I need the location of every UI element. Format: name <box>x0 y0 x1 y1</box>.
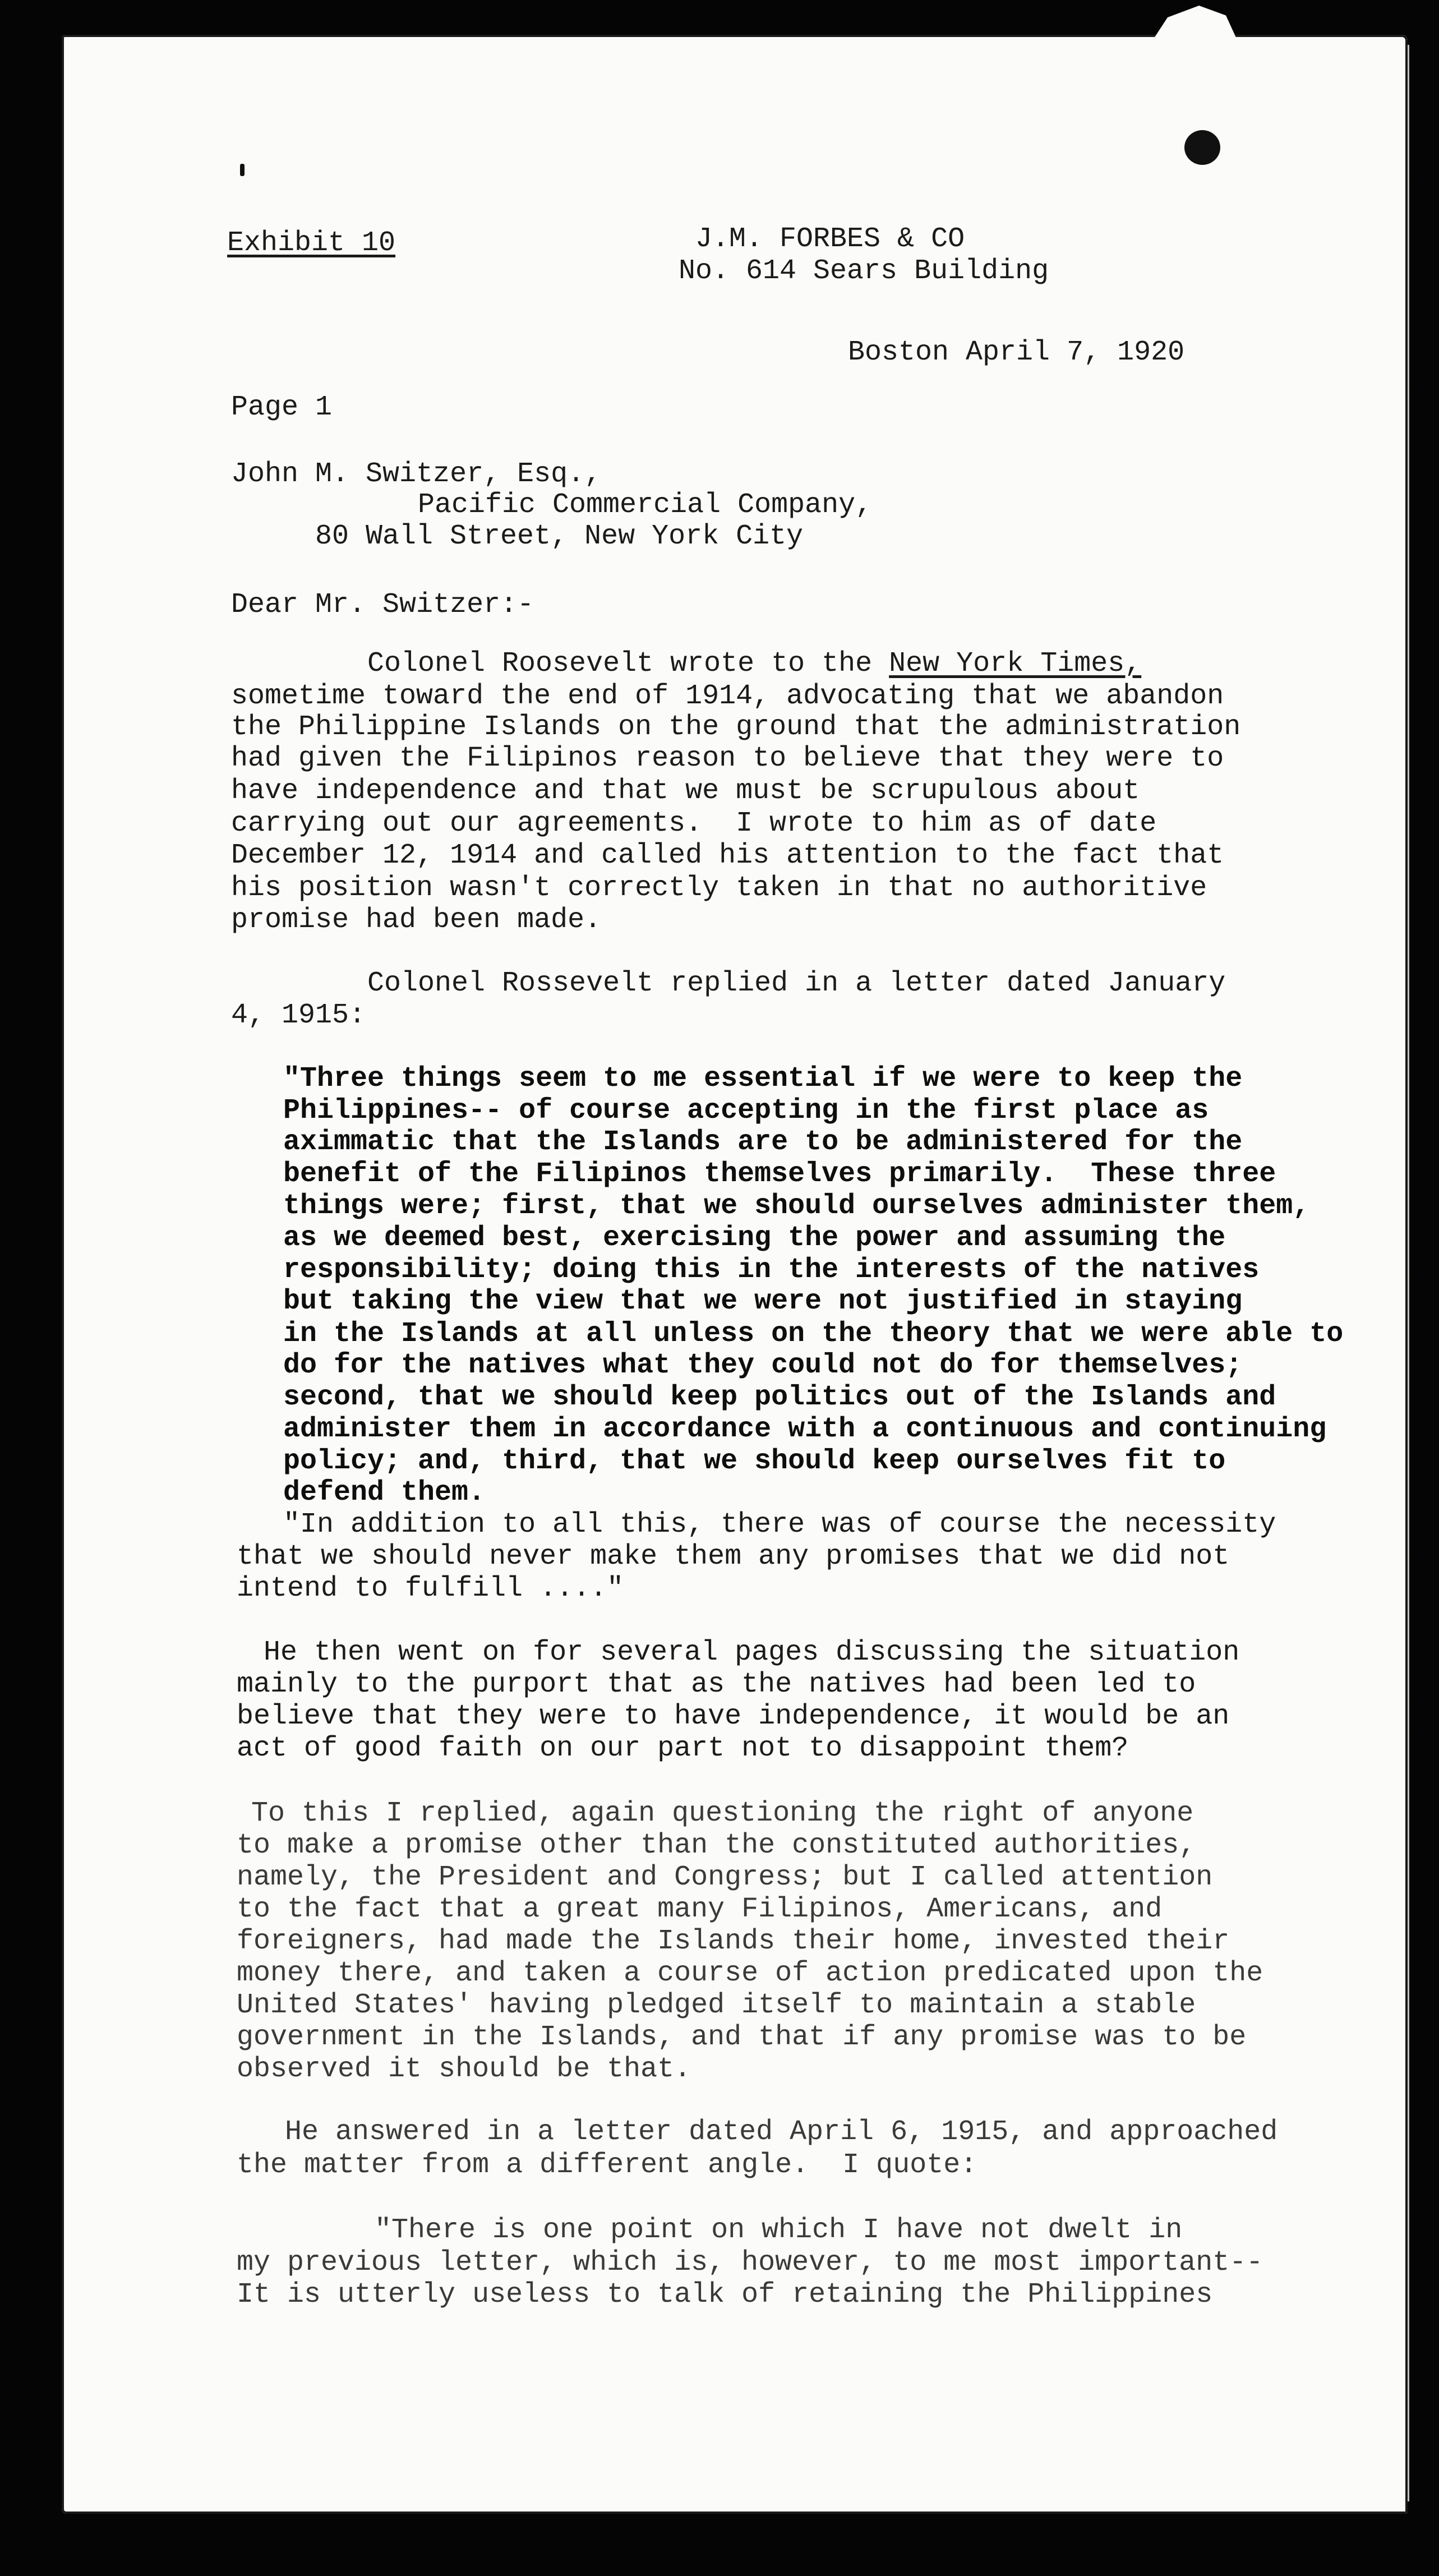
paragraph-line: sometime toward the end of 1914, advocating that we abandon <box>231 680 1224 712</box>
paragraph-line: He answered in a letter dated April 6, 1915, and approached <box>285 2116 1278 2148</box>
paragraph-line: foreigners, had made the Islands their home, invested their <box>237 1925 1230 1957</box>
quote-line: "Three things seem to me essential if we were to keep the <box>283 1063 1243 1095</box>
quote-line: do for the natives what they could not do for themselves; <box>283 1349 1243 1381</box>
paragraph-line: namely, the President and Congress; but I called attention <box>237 1861 1213 1893</box>
recipient-name: John M. Switzer, Esq., <box>231 458 602 490</box>
paragraph-line <box>367 648 1141 680</box>
page-number: Page 1 <box>231 391 333 423</box>
recipient-address: 80 Wall Street, New York City <box>315 520 804 552</box>
paragraph-line: to make a promise other than the constituted authorities, <box>237 1830 1196 1861</box>
paragraph-text: Colonel Roosevelt wrote to the <box>367 648 889 680</box>
quote-line: It is utterly useless to talk of retaining the Philippines <box>237 2279 1213 2311</box>
paragraph-line: act of good faith on our part not to disappoint them? <box>237 1732 1129 1764</box>
paragraph-line: December 12, 1914 and called his attention to the fact that <box>231 840 1224 872</box>
paragraph-line: observed it should be that. <box>237 2053 691 2085</box>
quote-line: "There is one point on which I have not dwelt in <box>375 2214 1183 2246</box>
paragraph-line: government in the Islands, and that if any promise was to be <box>237 2021 1247 2053</box>
exhibit-label: Exhibit 10 <box>227 227 396 259</box>
quote-line: my previous letter, which is, however, to me most important-- <box>237 2247 1263 2279</box>
quote-line: Philippines-- of course accepting in the first place as <box>283 1095 1209 1127</box>
company-name: J.M. FORBES & CO <box>695 223 965 255</box>
ink-spot <box>1184 130 1220 165</box>
paragraph-line: the matter from a different angle. I quote: <box>237 2149 977 2181</box>
quote-line: benefit of the Filipinos themselves primarily. These three <box>283 1158 1276 1190</box>
quote-line: things were; first, that we should ourselves administer them, <box>283 1190 1310 1222</box>
quote-line: aximmatic that the Islands are to be administered for the <box>283 1126 1243 1158</box>
quote-line: but taking the view that we were not justified in staying <box>283 1285 1243 1317</box>
quote-line: administer them in accordance with a continuous and continuing <box>283 1413 1327 1445</box>
letter-date: Boston April 7, 1920 <box>848 337 1185 368</box>
paragraph-line: believe that they were to have independence, it would be an <box>237 1701 1230 1732</box>
paragraph-line: mainly to the purport that as the natives had been led to <box>237 1669 1196 1701</box>
ink-speck <box>240 164 245 176</box>
paragraph-line: the Philippine Islands on the ground that the administration <box>231 711 1241 743</box>
quote-line: responsibility; doing this in the interests of the natives <box>283 1254 1260 1286</box>
quote-line: in the Islands at all unless on the theory that we were able to <box>283 1318 1344 1350</box>
newspaper-title: New York Times, <box>889 648 1142 680</box>
paragraph-line: Colonel Rossevelt replied in a letter dated January <box>367 967 1226 999</box>
paragraph-line: money there, and taken a course of action predicated upon the <box>237 1957 1263 1989</box>
paragraph-line: 4, 1915: <box>231 999 366 1031</box>
quote-line: intend to fulfill ...." <box>237 1573 624 1605</box>
paragraph-line: his position wasn't correctly taken in that no authoritive <box>231 872 1207 904</box>
paragraph-line: have independence and that we must be scrupulous about <box>231 775 1140 807</box>
quote-line: that we should never make them any promises that we did not <box>237 1541 1230 1573</box>
paragraph-line: to the fact that a great many Filipinos, Americans, and <box>237 1893 1163 1925</box>
quote-line: as we deemed best, exercising the power and assuming the <box>283 1222 1226 1254</box>
paragraph-line: had given the Filipinos reason to believe that they were to <box>231 743 1224 775</box>
quote-line: defend them. <box>283 1477 486 1509</box>
quote-line: "In addition to all this, there was of course the necessity <box>283 1509 1276 1541</box>
quote-line: policy; and, third, that we should keep ourselves fit to <box>283 1445 1226 1477</box>
paragraph-line: United States' having pledged itself to maintain a stable <box>237 1989 1196 2021</box>
paragraph-line: carrying out our agreements. I wrote to him as of date <box>231 808 1157 840</box>
quote-line: second, that we should keep politics out of the Islands and <box>283 1381 1276 1413</box>
paragraph-line: He then went on for several pages discussing the situation <box>264 1637 1240 1669</box>
paragraph-line: To this I replied, again questioning the right of anyone <box>251 1798 1194 1830</box>
recipient-company: Pacific Commercial Company, <box>418 489 873 521</box>
salutation: Dear Mr. Switzer:- <box>231 589 534 621</box>
paragraph-line: promise had been made. <box>231 904 602 936</box>
company-address: No. 614 Sears Building <box>679 255 1049 287</box>
